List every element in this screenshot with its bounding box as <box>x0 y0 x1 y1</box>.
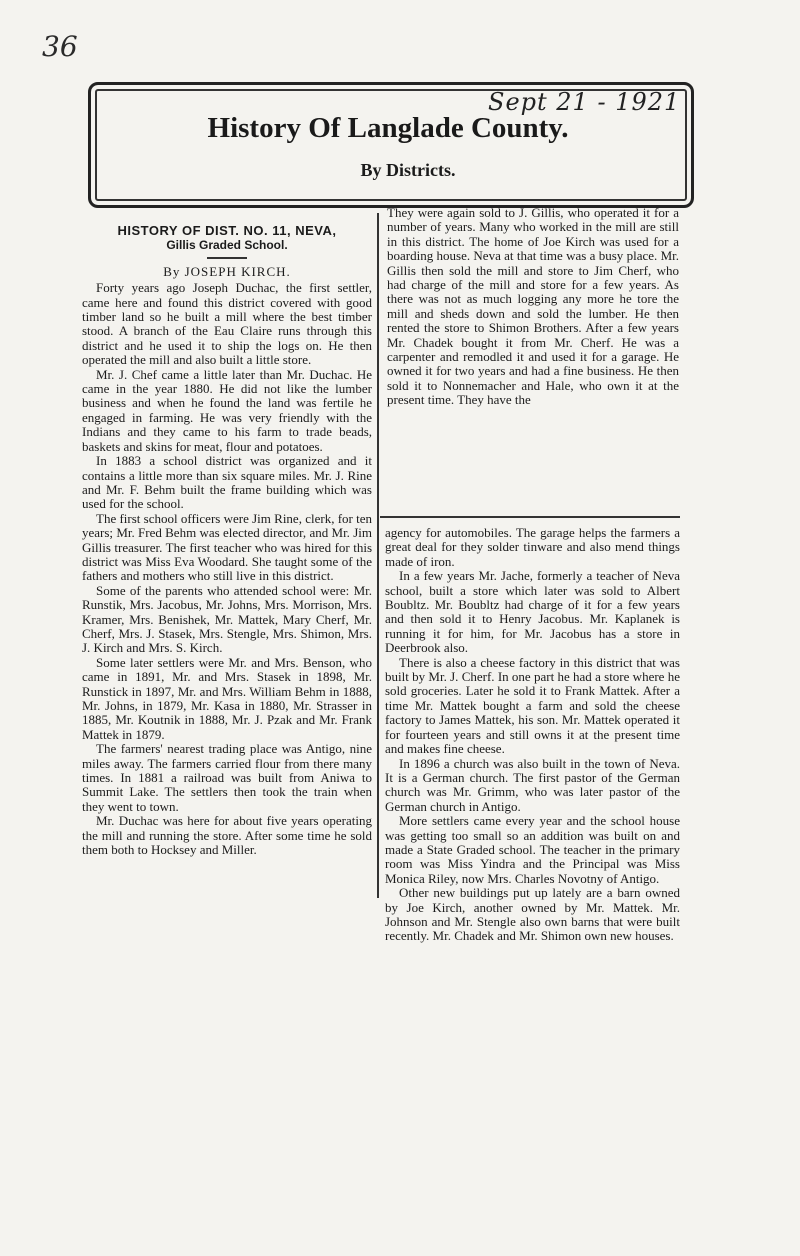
handwritten-date: Sept 21 - 1921 <box>488 88 681 116</box>
paragraph: Some of the parents who attended school were: Mr. Runstik, Mrs. Jacobus, Mr. Johns, Mrs. Morrison, Mrs. Kramer, Mrs. Benishek, Mr. Mattek, Mary Cherf, Mr. Cherf, Mrs. J. Stasek, Mrs. Stengle, Mrs. Shimon, Mrs. J. Kirch and Mrs. S. Kirch. <box>82 582 372 656</box>
paragraph: They were again sold to J. Gillis, who operated it for a number of years. Many who worked in the mill are still in this district. The home of Joe Kirch was used for a boarding house. Neva at that time was a busy place. Mr. Gillis then sold the mill and store to Jim Cherf, who had charge of the mill and store for a few years. As there was not as much logging any more he tore the mill and sheds down and sold the lumber. He then rented the store to Shimon Brothers. After a few years Mr. Chadek bought it from Mr. Cherf. He was a carpenter and remodled it and used it for a garage. He owned it for two years and had a fine business. He then sold it to Nonnemacher and Hale, who own it at the present time. They have the <box>387 205 679 408</box>
headline-rule <box>207 257 247 259</box>
article-left-column <box>82 224 372 857</box>
section-rule <box>380 516 680 518</box>
page-number: 36 <box>42 30 78 63</box>
article-subhead: Gillis Graded School. <box>166 238 288 253</box>
masthead-title: History Of Langlade County. <box>207 112 569 144</box>
paragraph: In 1896 a church was also built in the town of Neva. It is a German church. The first pastor of the German church was Mr. Grimm, who was later pastor of the German church in Antigo. <box>385 755 680 814</box>
paragraph: Other new buildings put up lately are a barn owned by Joe Kirch, another owned by Mr. Mattek. Mr. Johnson and Mr. Stengle also own barns that were built recently. Mr. Chadek and Mr. Shimon own new houses. <box>385 885 680 944</box>
paragraph: There is also a cheese factory in this district that was built by Mr. J. Cherf. In one part he had a store where he sold groceries. Later he sold it to Frank Mattek. After a time Mr. Mattek bought a farm and sold the cheese factory to James Mattek, his son. Mr. Mattek operated it for fourteen years and still owns it at the present time and makes fine cheese. <box>385 654 680 757</box>
paragraph: The first school officers were Jim Rine, clerk, for ten years; Mr. Fred Behm was elected director, and Mr. Jim Gillis treasurer. The first teacher who was hired for this district was Miss Eva Woodard. She taught some of the fathers and mothers who still live in this district. <box>82 510 372 584</box>
paragraph: In a few years Mr. Jache, formerly a teacher of Neva school, built a store which later was sold to Albert Boubltz. Mr. Boubltz had charge of it for a few years and then sold it to Henry Jacobus. Mr. Kaplanek is running it for him, for Mr. Jacobus has a store in Deerbrook also. <box>385 568 680 656</box>
paragraph: The farmers' nearest trading place was Antigo, nine miles away. The farmers carried flour from there many times. In 1881 a railroad was built from Aniwa to Summit Lake. The settlers then took the train when they went to town. <box>82 741 372 814</box>
article-headline: HISTORY OF DIST. NO. 11, NEVA, <box>117 223 337 238</box>
paragraph: In 1883 a school district was organized and it contains a little more than six square miles. Mr. J. Rine and Mr. F. Behm built the frame building which was used for the school. <box>82 453 372 512</box>
article-right-bottom-column <box>385 526 680 944</box>
paragraph: More settlers came every year and the school house was getting too small so an addition was built on and made a State Graded school. The teacher in the primary room was Miss Yindra and the Principal was Miss Monica Riley, now Mrs. Charles Novotny of Antigo. <box>385 813 680 886</box>
masthead-subtitle: By Districts. <box>360 160 456 180</box>
paragraph: Some later settlers were Mr. and Mrs. Benson, who came in 1891, Mr. and Mrs. Stasek in 1898, Mr. Runstick in 1897, Mr. and Mrs. William Behm in 1888, Mr. Johns, in 1879, Mr. Kasa in 1880, Mr. Strasser in 1885, Mr. Koutnik in 1888, Mr. J. Pzak and Mr. Frank Mattek in 1879. <box>82 654 372 742</box>
paragraph: agency for automobiles. The garage helps the farmers a great deal for they solder tinware and also mend things made of iron. <box>385 525 680 569</box>
paragraph: Forty years ago Joseph Duchac, the first settler, came here and found this district covered with good timber land so he built a mill where the best timber stood. A branch of the Eau Claire runs through this district and he used it to ship the logs on. He then operated the mill and also built a little store. <box>82 280 372 368</box>
paragraph: Mr. Duchac was here for about five years operating the mill and running the store. After some time he sold them both to Hocksey and Miller. <box>82 813 372 858</box>
article-right-top-column <box>387 206 679 408</box>
byline: By JOSEPH KIRCH. <box>163 263 291 279</box>
column-divider <box>377 213 379 898</box>
paragraph: Mr. J. Chef came a little later than Mr. Duchac. He came in the year 1880. He did not like the lumber business and when he found the land was fertile he engaged in farming. He was very friendly with the Indians and they came to his farm to trade beads, baskets and skins for meat, flour and potatoes. <box>82 366 372 454</box>
